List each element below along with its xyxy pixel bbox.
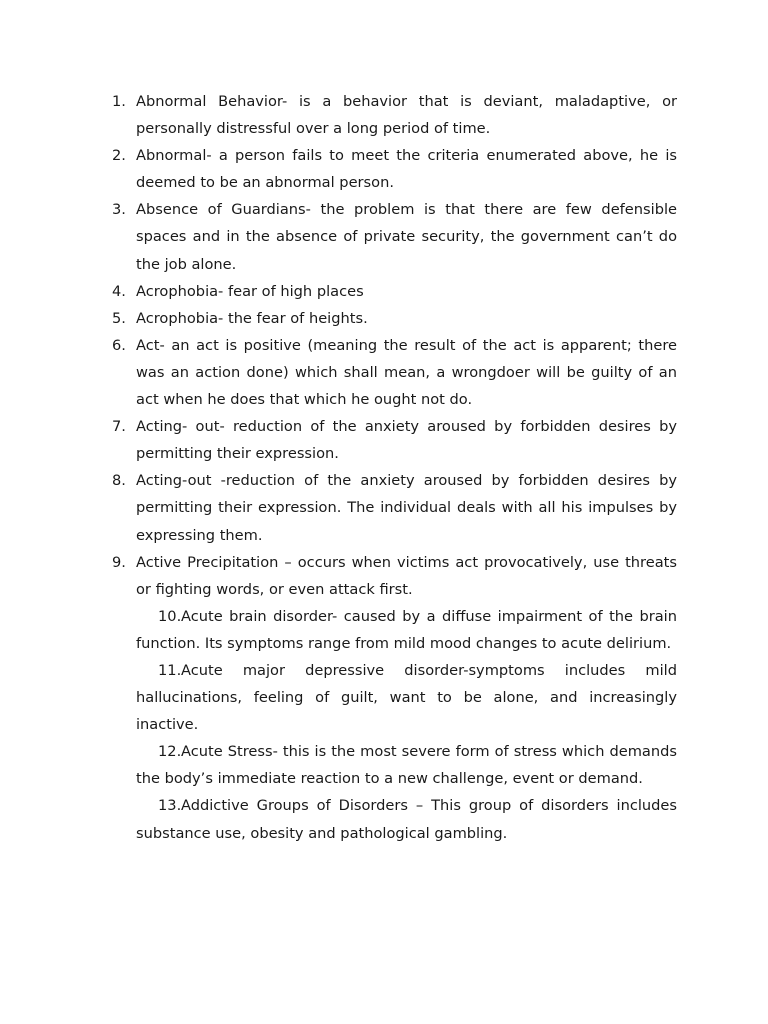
item-number: 1. bbox=[112, 93, 126, 110]
list-item bbox=[112, 196, 677, 277]
list-item bbox=[112, 549, 677, 603]
list-item bbox=[136, 603, 677, 657]
list-item bbox=[136, 792, 677, 846]
item-text: Abnormal Behavior- is a behavior that is deviant, maladaptive, or personally distressful over a long period of time. bbox=[136, 93, 677, 138]
list-item bbox=[112, 88, 677, 142]
item-text: Acute Stress- this is the most severe form of stress which demands the body’s immediate reaction to a new challenge, event or demand. bbox=[136, 743, 677, 788]
item-number: 11. bbox=[158, 661, 182, 679]
item-number: 5. bbox=[112, 309, 126, 327]
item-number: 8. bbox=[112, 472, 126, 490]
list-item bbox=[112, 332, 677, 413]
item-number: 6. bbox=[112, 336, 126, 354]
item-number: 12. bbox=[158, 743, 182, 761]
item-text: Acute major depressive disorder-symptoms includes mild hallucinations, feeling of guilt, want to be alone, and increasingly inactive. bbox=[136, 661, 677, 734]
list-item bbox=[136, 657, 677, 738]
list-item bbox=[112, 467, 677, 548]
item-text: Absence of Guardians- the problem is that there are few defensible spaces and in the absence of private security, the government can’t do the job alone. bbox=[136, 201, 677, 273]
item-number: 10. bbox=[158, 607, 182, 625]
item-text: Active Precipitation – occurs when victims act provocatively, use threats or fighting words, or even attack first. bbox=[136, 553, 677, 598]
item-number: 9. bbox=[112, 553, 126, 571]
item-number: 13. bbox=[158, 797, 182, 815]
item-number: 7. bbox=[112, 418, 126, 436]
item-text: Acrophobia- the fear of heights. bbox=[136, 309, 368, 327]
list-item bbox=[112, 413, 677, 467]
list-item bbox=[136, 738, 677, 792]
item-text: Act- an act is positive (meaning the result of the act is apparent; there was an action done) which shall mean, a wrongdoer will be guilty of an act when he does that which he ought not do. bbox=[136, 336, 677, 409]
item-text: Acting-out -reduction of the anxiety aroused by forbidden desires by permitting their expression. The individual deals with all his impulses by expressing them. bbox=[136, 472, 677, 544]
item-text: Abnormal- a person fails to meet the criteria enumerated above, he is deemed to be an abnormal person. bbox=[136, 147, 677, 192]
list-item bbox=[112, 142, 677, 196]
item-text: Acting- out- reduction of the anxiety aroused by forbidden desires by permitting their expression. bbox=[136, 418, 677, 463]
list-item bbox=[112, 278, 677, 305]
item-text: Acrophobia- fear of high places bbox=[136, 282, 364, 300]
item-text: Acute brain disorder- caused by a diffuse impairment of the brain function. Its symptoms range from mild mood changes to acute delirium. bbox=[136, 607, 677, 652]
item-number: 4. bbox=[112, 282, 126, 300]
item-number: 3. bbox=[112, 201, 126, 219]
list-item bbox=[112, 305, 677, 332]
item-text: Addictive Groups of Disorders – This group of disorders includes substance use, obesity and pathological gambling. bbox=[136, 797, 677, 842]
item-number: 2. bbox=[112, 147, 126, 165]
definition-list bbox=[0, 88, 768, 847]
